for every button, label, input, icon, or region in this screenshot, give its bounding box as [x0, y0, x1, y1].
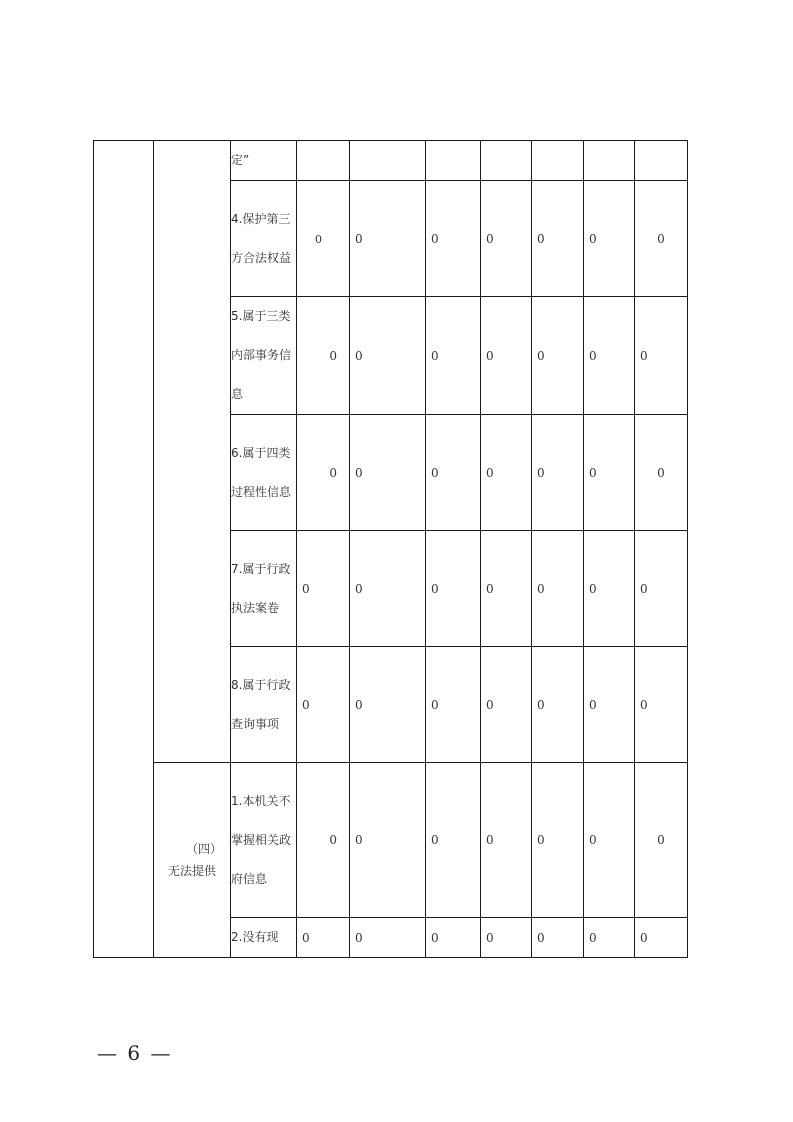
- table-cell: 0: [297, 297, 350, 415]
- table-cell: 0: [426, 763, 481, 918]
- row-label: 6.属于四类过程性信息: [231, 415, 297, 531]
- table-cell: 0: [297, 415, 350, 531]
- table-cell: 0: [426, 531, 481, 647]
- table-cell: 0: [481, 415, 532, 531]
- table-cell: 0: [350, 415, 426, 531]
- row-label: 7.属于行政执法案卷: [231, 531, 297, 647]
- table-cell: 0: [350, 531, 426, 647]
- table-cell: [426, 141, 481, 181]
- table-cell: [532, 141, 584, 181]
- table-cell: 0: [481, 918, 532, 958]
- table-cell: 0: [584, 531, 635, 647]
- table-cell: [297, 141, 350, 181]
- table-cell: 0: [481, 181, 532, 297]
- table-cell: 0: [481, 297, 532, 415]
- table-cell: 0: [635, 297, 688, 415]
- table-cell: 0: [635, 763, 688, 918]
- row-label: 2.没有现: [231, 918, 297, 958]
- table-cell: 0: [426, 297, 481, 415]
- table-cell: 0: [532, 918, 584, 958]
- table-cell: 0: [350, 181, 426, 297]
- table-cell: 0: [532, 297, 584, 415]
- table-cell: 0: [635, 647, 688, 763]
- table-cell: 0: [532, 181, 584, 297]
- row-label: 1.本机关不掌握相关政府信息: [231, 763, 297, 918]
- data-table: [93, 140, 688, 958]
- category-cell-four: [154, 763, 231, 958]
- table-cell: 0: [297, 763, 350, 918]
- row-label: 定”: [231, 141, 297, 181]
- table-cell: 0: [635, 531, 688, 647]
- category-title: 无法提供: [167, 864, 216, 878]
- table-cell: 0: [481, 763, 532, 918]
- table-cell: [350, 141, 426, 181]
- table-cell: 0: [532, 763, 584, 918]
- table-cell: 0: [584, 181, 635, 297]
- table-cell: 0: [481, 647, 532, 763]
- table-cell: 0: [297, 647, 350, 763]
- table-cell: 0: [532, 531, 584, 647]
- table-row: [94, 141, 688, 181]
- table-cell: 0: [350, 297, 426, 415]
- table-cell: 0: [426, 181, 481, 297]
- table-cell: 0: [350, 918, 426, 958]
- table-cell: 0: [584, 297, 635, 415]
- table-cell: 0: [426, 647, 481, 763]
- table-cell: 0: [426, 918, 481, 958]
- table-cell: 0: [350, 647, 426, 763]
- row-label: 5.属于三类内部事务信息: [231, 297, 297, 415]
- table-cell: 0: [584, 918, 635, 958]
- table-cell: 0: [350, 763, 426, 918]
- table-cell: 0: [584, 647, 635, 763]
- row-label: 4.保护第三方合法权益: [231, 181, 297, 297]
- page-number: — 6 —: [97, 1041, 173, 1065]
- row-label: 8.属于行政查询事项: [231, 647, 297, 763]
- table-cell: 0: [635, 415, 688, 531]
- category-number: （四）: [185, 842, 222, 856]
- table-cell: 0: [481, 531, 532, 647]
- table-cell: [481, 141, 532, 181]
- table-cell: [584, 141, 635, 181]
- table-cell: 0: [532, 647, 584, 763]
- table-row: [94, 763, 688, 918]
- table-cell: 0: [584, 415, 635, 531]
- table-cell: 0: [532, 415, 584, 531]
- table-cell: 0: [297, 531, 350, 647]
- table-cell: 0: [297, 181, 350, 297]
- table-cell: 0: [584, 763, 635, 918]
- table-cell: 0: [635, 918, 688, 958]
- outer-category-cell: [94, 141, 154, 958]
- table-cell: 0: [635, 181, 688, 297]
- sub-category-cell: [154, 141, 231, 763]
- table-cell: 0: [297, 918, 350, 958]
- table-cell: [635, 141, 688, 181]
- table-cell: 0: [426, 415, 481, 531]
